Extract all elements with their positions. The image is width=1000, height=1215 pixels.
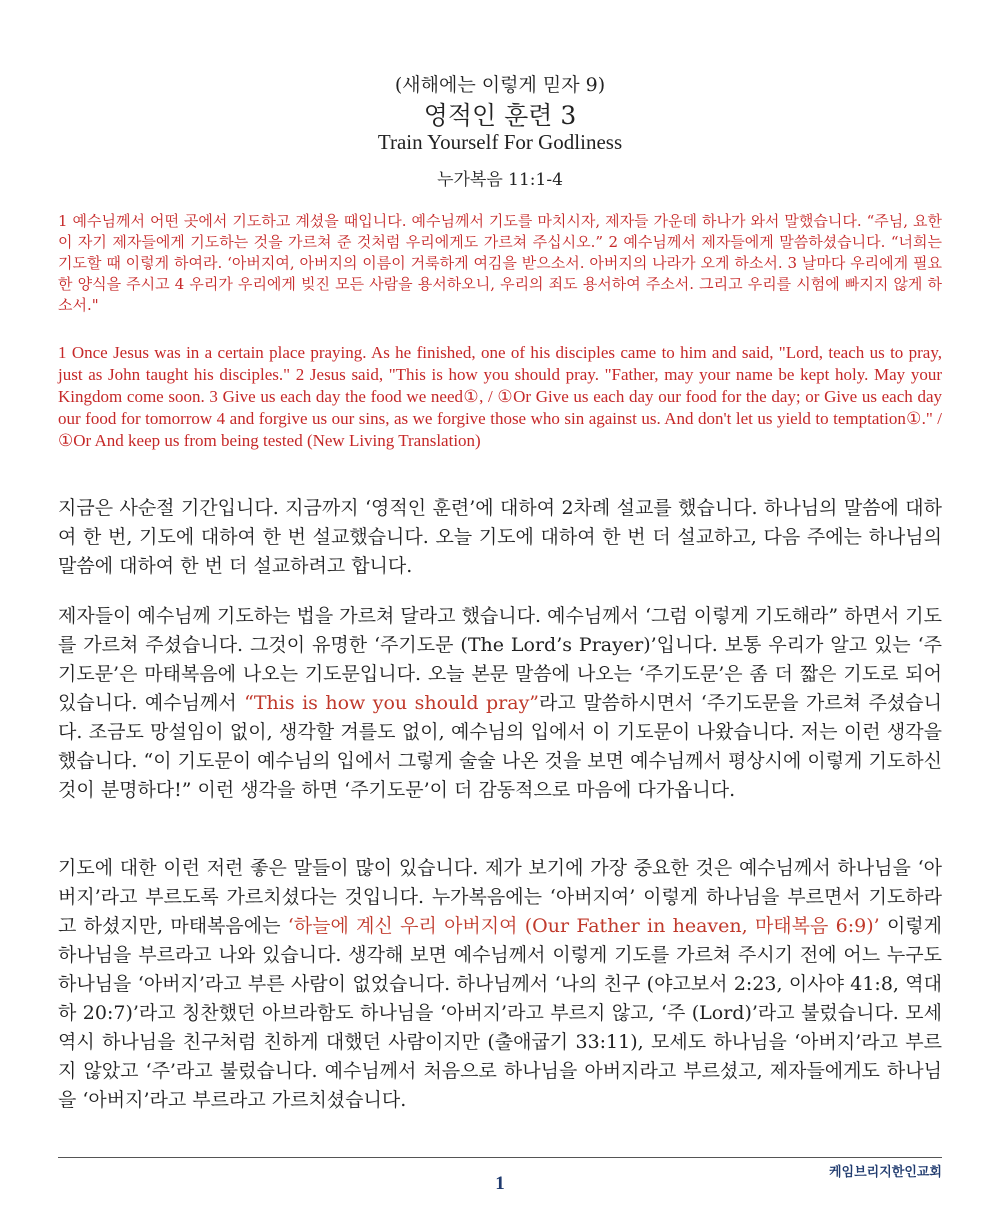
- sermon-title: 영적인 훈련 3: [423, 101, 577, 130]
- scripture-reference: 누가복음 11:1-4: [437, 170, 563, 190]
- paragraph-3-text-b: 이렇게 하나님을 부르라고 나와 있습니다. 생각해 보면 예수님께서 이렇게 기도를 가르쳐 주시기 전에 어느 누구도 하나님을 ‘아버지’라고 부른 사람이 없었습니다. 하나님께서 ‘나의 친구 (야고보서 2:23, 이사야 41:8, 역대하 20:7)’라고 칭찬했던 아브라함도 하나님을 ‘아버지’라고 부르지 않고, ‘주 (Lord)’라고 불렀습니다. 모세 역시 하나님을 친구처럼 친하게 대했던 사람이지만 (출애굽기 33:11), 모세도 하나님을 ‘아버지’라고 부르지 않았고 ‘주’라고 불렀습니다. 예수님께서 처음으로 하나님을 아버지라고 부르셨고, 제자들에게도 하나님을 ‘아버지’라고 부르라고 가르치셨습니다.: [58, 915, 943, 1111]
- paragraph-2-text-b: 라고 말씀하시면서 ‘주기도문을 가르쳐 주셨습니다. 조금도 망설임이 없이, 생각할 겨를도 없이, 예수님의 입에서 이 기도문이 나왔습니다. 저는 이런 생각을 했습니다. “이 기도문이 예수님의 입에서 그렇게 술술 나온 것을 보면 예수님께서 평상시에 이렇게 기도하신 것이 분명하다!” 이런 생각을 하면 ‘주기도문’이 더 감동적으로 마음에 다가옵니다.: [58, 692, 943, 801]
- body-paragraph-3: [58, 854, 942, 1115]
- body-paragraph-1: 지금은 사순절 기간입니다. 지금까지 ‘영적인 훈련’에 대하여 2차례 설교를 했습니다. 하나님의 말씀에 대하여 한 번, 기도에 대하여 한 번 설교했습니다. 오늘 기도에 대하여 한 번 더 설교하고, 다음 주에는 하나님의 말씀에 대하여 한 번 더 설교하려고 합니다.: [58, 497, 942, 577]
- paragraph-2-highlight: “This is how you should pray”: [244, 692, 540, 714]
- scripture-korean: 1 예수님께서 어떤 곳에서 기도하고 계셨을 때입니다. 예수님께서 기도를 마치시자, 제자들 가운데 하나가 와서 말했습니다. “주님, 요한이 자기 제자들에게 기도하는 것을 가르쳐 준 것처럼 우리에게도 가르쳐 주십시오.” 2 예수님께서 제자들에게 말씀하셨습니다. “너희는 기도할 때 이렇게 하여라. ‘아버지여, 아버지의 이름이 거룩하게 여김을 받으소서. 아버지의 나라가 오게 하소서. 3 날마다 우리에게 필요한 양식을 주시고 4 우리가 우리에게 빚진 모든 사람을 용서하오니, 우리의 죄도 용서하여 주소서. 그리고 우리를 시험에 빠지지 않게 하소서.": [58, 212, 942, 314]
- series-label: (새해에는 이렇게 믿자 9): [394, 74, 606, 96]
- sermon-subtitle: Train Yourself For Godliness: [377, 130, 623, 154]
- paragraph-3-highlight: ‘하늘에 계신 우리 아버지여 (Our Father in heaven, 마태복음 6:9)’: [287, 915, 880, 937]
- scripture-english: 1 Once Jesus was in a certain place praying. As he finished, one of his disciples came to him and said, "Lord, teach us to pray, just as John taught his disciples." 2 Jesus said, "This is how you should pray. "Father, may your name be kept holy. May your Kingdom come soon. 3 Give us each day the food we need①, / ①Or Give us each day our food for the day; or Give us each day our food for tomorrow 4 and forgive us our sins, as we forgive those who sin against us. And don't let us yield to temptation①." / ①Or And keep us from being tested (New Living Translation): [58, 343, 942, 450]
- body-paragraph-2: [58, 602, 942, 805]
- paragraph-3-text-a: 기도에 대한 이런 저런 좋은 말들이 많이 있습니다. 제가 보기에 가장 중요한 것은 예수님께서 하나님을 ‘아버지’라고 부르도록 가르치셨다는 것입니다. 누가복음에는 ‘아버지여’ 이렇게 하나님을 부르면서 기도하라고 하셨지만, 마태복음에는: [58, 857, 942, 937]
- paragraph-2-text-a: 제자들이 예수님께 기도하는 법을 가르쳐 달라고 했습니다. 예수님께서 ‘그럼 이렇게 기도해라” 하면서 기도를 가르쳐 주셨습니다. 그것이 유명한 ‘주기도문 (The Lord’s Prayer)’입니다. 보통 우리가 알고 있는 ‘주기도문’은 마태복음에 나오는 기도문입니다. 오늘 본문 말씀에 나오는 ‘주기도문’은 좀 더 짧은 기도로 되어 있습니다. 예수님께서: [58, 605, 942, 714]
- footer-divider: [58, 1157, 942, 1158]
- church-name: 케임브리지한인교회: [828, 1165, 942, 1180]
- page-number: 1: [495, 1173, 505, 1194]
